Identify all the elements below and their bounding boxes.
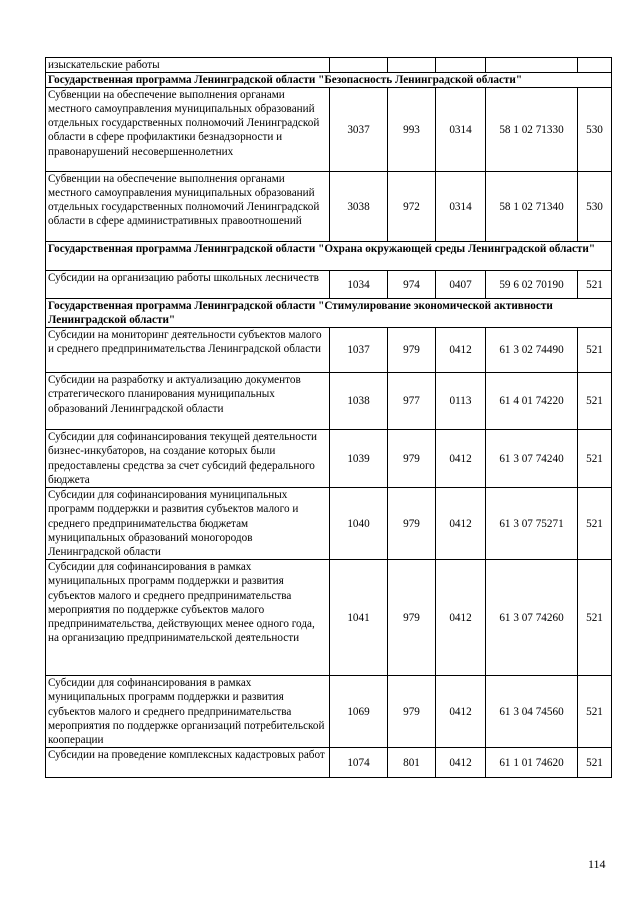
budget-table <box>45 57 612 778</box>
section-code: 0412 <box>436 560 486 676</box>
budget-table-body <box>46 58 612 778</box>
ministry-code: 801 <box>388 748 436 778</box>
section-code: 0314 <box>436 88 486 172</box>
item-name: Субсидии для софинансирования в рамках муниципальных программ поддержки и развития субъектов малого и среднего предпринимательства мероприятия по поддержке субъектов малого предпринимательства, действующих менее одного года, на организацию предпринимательской деятельности <box>46 560 330 676</box>
table-row <box>46 88 612 172</box>
table-row <box>46 560 612 676</box>
program-title: Государственная программа Ленинградской области "Безопасность Ленинградской области" <box>46 73 612 88</box>
section-code: 0412 <box>436 328 486 373</box>
target-code <box>486 58 578 73</box>
table-row <box>46 172 612 242</box>
item-code: 1037 <box>330 328 388 373</box>
target-code: 61 1 01 74620 <box>486 748 578 778</box>
section-code <box>436 58 486 73</box>
section-code: 0314 <box>436 172 486 242</box>
item-name: Субсидии на разработку и актуализацию документов стратегического планирования муниципальных образований Ленинградской области <box>46 373 330 430</box>
target-code: 58 1 02 71330 <box>486 88 578 172</box>
item-name: Субвенции на обеспечение выполнения органами местного самоуправления муниципальных образований отдельных государственных полномочий Ленинградской области в сфере административных правоотношений <box>46 172 330 242</box>
section-code: 0412 <box>436 748 486 778</box>
program-header-row <box>46 299 612 328</box>
program-title: Государственная программа Ленинградской области "Стимулирование экономической активности Ленинградской области" <box>46 299 612 328</box>
target-code: 61 3 07 74240 <box>486 430 578 488</box>
ministry-code: 979 <box>388 328 436 373</box>
section-code: 0412 <box>436 430 486 488</box>
item-code: 1038 <box>330 373 388 430</box>
expense-kind-code: 521 <box>578 430 612 488</box>
target-code: 59 6 02 70190 <box>486 271 578 299</box>
table-row <box>46 373 612 430</box>
ministry-code: 974 <box>388 271 436 299</box>
ministry-code: 979 <box>388 560 436 676</box>
item-name: Субсидии для софинансирования в рамках муниципальных программ поддержки и развития субъектов малого и среднего предпринимательства мероприятия по поддержке организаций потребительской кооперации <box>46 676 330 748</box>
ministry-code <box>388 58 436 73</box>
table-row <box>46 271 612 299</box>
item-name: Субсидии для софинансирования текущей деятельности бизнес-инкубаторов, на создание которых были предоставлены средства за счет субсидий федерального бюджета <box>46 430 330 488</box>
section-code: 0412 <box>436 676 486 748</box>
table-row <box>46 430 612 488</box>
table-row <box>46 488 612 560</box>
target-code: 61 4 01 74220 <box>486 373 578 430</box>
item-code <box>330 58 388 73</box>
expense-kind-code: 530 <box>578 88 612 172</box>
item-code: 1069 <box>330 676 388 748</box>
item-name: изыскательские работы <box>46 58 330 73</box>
item-code: 3037 <box>330 88 388 172</box>
program-header-row <box>46 73 612 88</box>
item-name: Субсидии на проведение комплексных кадастровых работ <box>46 748 330 778</box>
target-code: 61 3 02 74490 <box>486 328 578 373</box>
expense-kind-code: 521 <box>578 373 612 430</box>
expense-kind-code: 530 <box>578 172 612 242</box>
item-name: Субсидии для софинансирования муниципальных программ поддержки и развития субъектов малого и среднего предпринимательства бюджетам муниципальных образований моногородов Ленинградской области <box>46 488 330 560</box>
expense-kind-code: 521 <box>578 560 612 676</box>
item-name: Субвенции на обеспечение выполнения органами местного самоуправления муниципальных образований отдельных государственных полномочий Ленинградской области в сфере профилактики безнадзорности и правонарушений несовершеннолетних <box>46 88 330 172</box>
target-code: 58 1 02 71340 <box>486 172 578 242</box>
ministry-code: 977 <box>388 373 436 430</box>
ministry-code: 972 <box>388 172 436 242</box>
section-code: 0407 <box>436 271 486 299</box>
item-code: 1040 <box>330 488 388 560</box>
item-name: Субсидии на организацию работы школьных лесничеств <box>46 271 330 299</box>
expense-kind-code: 521 <box>578 676 612 748</box>
page-number: 114 <box>588 857 606 871</box>
target-code: 61 3 07 75271 <box>486 488 578 560</box>
section-code: 0113 <box>436 373 486 430</box>
expense-kind-code: 521 <box>578 748 612 778</box>
program-title: Государственная программа Ленинградской области "Охрана окружающей среды Ленинградской области" <box>46 242 612 271</box>
expense-kind-code: 521 <box>578 488 612 560</box>
expense-kind-code: 521 <box>578 328 612 373</box>
expense-kind-code: 521 <box>578 271 612 299</box>
ministry-code: 979 <box>388 430 436 488</box>
ministry-code: 979 <box>388 676 436 748</box>
item-code: 1039 <box>330 430 388 488</box>
ministry-code: 993 <box>388 88 436 172</box>
target-code: 61 3 07 74260 <box>486 560 578 676</box>
section-code: 0412 <box>436 488 486 560</box>
item-code: 1041 <box>330 560 388 676</box>
ministry-code: 979 <box>388 488 436 560</box>
table-row <box>46 328 612 373</box>
target-code: 61 3 04 74560 <box>486 676 578 748</box>
expense-kind-code <box>578 58 612 73</box>
program-header-row <box>46 242 612 271</box>
item-code: 1074 <box>330 748 388 778</box>
table-row <box>46 58 612 73</box>
table-row <box>46 676 612 748</box>
table-row <box>46 748 612 778</box>
item-code: 3038 <box>330 172 388 242</box>
item-name: Субсидии на мониторинг деятельности субъектов малого и среднего предпринимательства Ленинградской области <box>46 328 330 373</box>
item-code: 1034 <box>330 271 388 299</box>
